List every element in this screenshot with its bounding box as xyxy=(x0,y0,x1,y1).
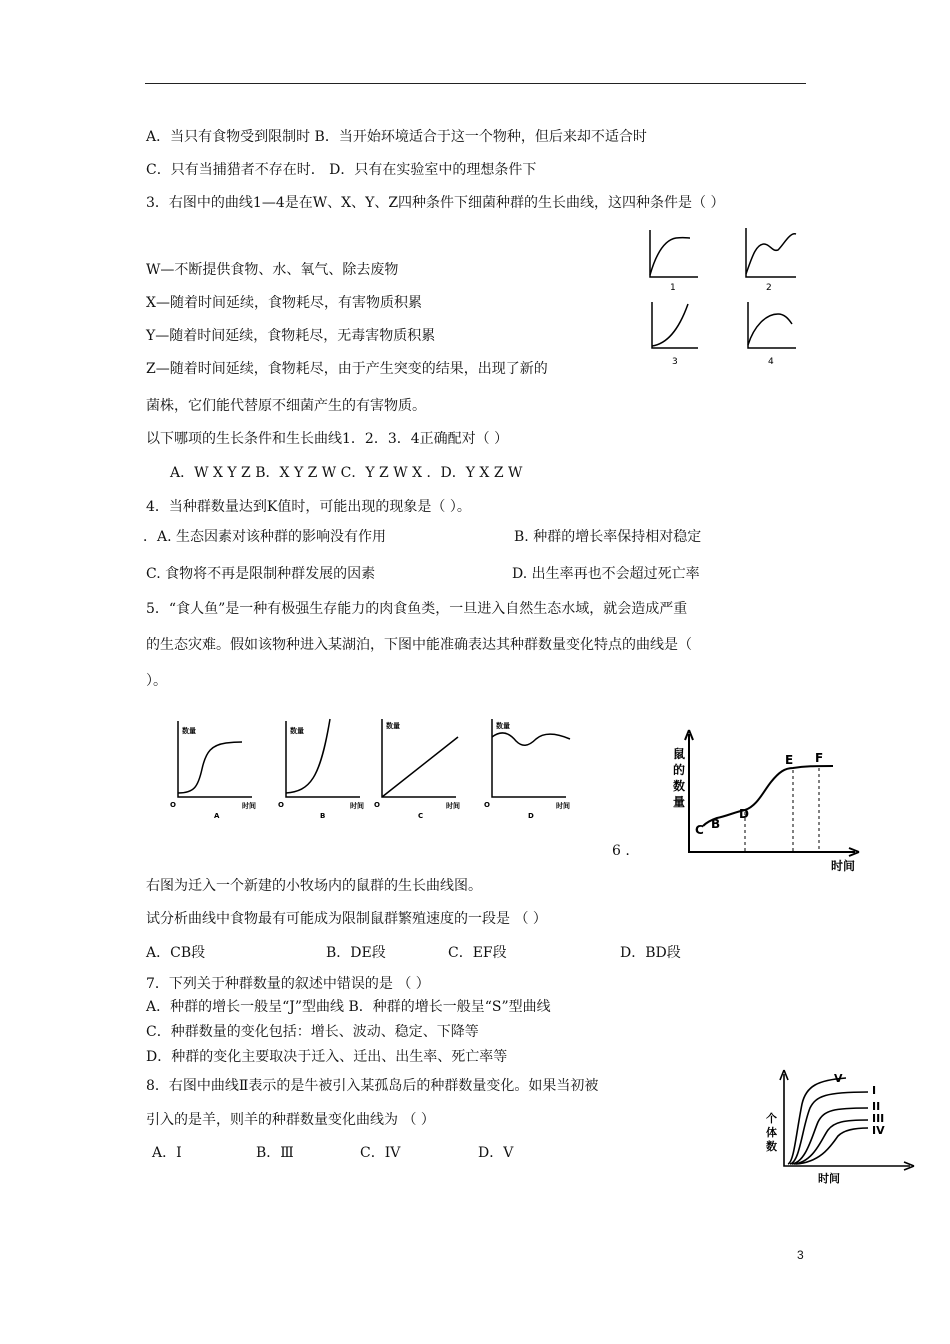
q5-c-origin: O xyxy=(374,801,380,809)
q5-b-ylabel: 数量 xyxy=(290,727,304,735)
q8-line2: 引入的是羊，则羊的种群数量变化曲线为 （ ） xyxy=(146,1112,435,1128)
q6-axes xyxy=(689,734,855,852)
q6-point-d: D xyxy=(739,807,749,821)
q3-condition-w: W—不断提供食物、水、氧气、除去废物 xyxy=(146,262,399,278)
q5-b-xlabel: 时间 xyxy=(350,802,364,810)
q2-options-ab: A．当只有食物受到限制时 B．当开始环境适合于这一个物种，但后来却不适合时 xyxy=(146,129,647,145)
q8-label-i: I xyxy=(872,1084,877,1097)
q6-ylabel-2: 的 xyxy=(673,763,686,777)
q5-b-origin: O xyxy=(278,801,284,809)
q4-option-d: D. 出生率再也不会超过死亡率 xyxy=(512,566,700,582)
q4-option-c: C. 食物将不再是限制种群发展的因素 xyxy=(146,566,376,582)
q4-option-b: B. 种群的增长率保持相对稳定 xyxy=(514,529,702,545)
q5-c-xlabel: 时间 xyxy=(446,802,460,810)
q8-option-d: D．V xyxy=(478,1145,514,1161)
q6-ylabel-4: 量 xyxy=(673,795,686,809)
q6-ylabel-1: 鼠 xyxy=(673,747,686,761)
q6-xlabel: 时间 xyxy=(831,859,856,873)
q8-xlabel: 时间 xyxy=(818,1172,840,1185)
q8-option-b: B．Ⅲ xyxy=(256,1145,294,1161)
q6-point-e: E xyxy=(785,753,794,767)
q5-figure-population-curves xyxy=(160,715,590,825)
q8-curve-ii xyxy=(792,1108,868,1164)
q3-panel-3-curve xyxy=(652,304,688,346)
q3-panel-1-label: 1 xyxy=(670,283,676,293)
q6-option-c: C．EF段 xyxy=(448,945,507,961)
header-rule xyxy=(145,83,806,84)
q8-label-iii: III xyxy=(872,1112,885,1125)
q3-stem: 3．右图中的曲线1—4是在W、X、Y、Z四种条件下细菌种群的生长曲线，这四种条件是（ ） xyxy=(146,195,725,211)
q3-condition-y: Y—随着时间延续，食物耗尽，无毒害物质积累 xyxy=(146,328,436,344)
q8-curve-v xyxy=(788,1078,846,1164)
q5-line2: 的生态灾难。假如该物种进入某湖泊，下图中能准确表达其种群数量变化特点的曲线是（ xyxy=(146,637,692,653)
q5-d-xlabel: 时间 xyxy=(556,802,570,810)
q5-panel-a-curve xyxy=(178,742,242,793)
q3-panel-2-curve xyxy=(746,234,796,274)
q8-axes xyxy=(784,1074,910,1166)
q8-figure-island-population xyxy=(760,1068,925,1186)
q8-option-c: C．IV xyxy=(360,1145,401,1161)
q6-line1: 右图为迁入一个新建的小牧场内的鼠群的生长曲线图。 xyxy=(146,878,482,894)
q6-point-f: F xyxy=(815,751,824,765)
q3-panel-3-axes xyxy=(652,302,698,348)
q3-condition-z-line2: 菌株，它们能代替原不细菌产生的有害物质。 xyxy=(146,398,426,414)
q2-options-cd: C．只有当捕猎者不存在时． D．只有在实验室中的理想条件下 xyxy=(146,162,537,178)
q5-a-xlabel: 时间 xyxy=(242,802,256,810)
q5-a-origin: O xyxy=(170,801,176,809)
q5-a-ylabel: 数量 xyxy=(182,727,196,735)
q5-panel-d-label: D xyxy=(528,812,534,820)
q5-line3: ）。 xyxy=(146,673,167,689)
q8-ylabel-1: 个 xyxy=(766,1112,777,1125)
q5-line1: 5．“食人鱼”是一种有极强生存能力的肉食鱼类，一旦进入自然生态水域，就会造成严重 xyxy=(146,601,688,617)
q3-panel-1-axes xyxy=(650,230,698,277)
q5-c-ylabel: 数量 xyxy=(386,722,400,730)
q5-panel-c-axes xyxy=(382,719,456,797)
q4-option-a: ．A. 生态因素对该种群的影响没有作用 xyxy=(143,529,387,545)
q8-label-ii: II xyxy=(872,1100,881,1113)
q3-panel-4-label: 4 xyxy=(768,357,774,367)
q8-ylabel-3: 数 xyxy=(766,1140,777,1153)
q6-point-c: C xyxy=(695,823,704,837)
q3-panel-3-label: 3 xyxy=(672,357,678,367)
q7-option-c: C．种群数量的变化包括：增长、波动、稳定、下降等 xyxy=(146,1024,479,1040)
q5-panel-d-axes xyxy=(492,719,566,797)
q6-number: 6 . xyxy=(612,843,630,859)
q3-panel-4-axes xyxy=(748,302,796,348)
q6-option-d: D．BD段 xyxy=(620,945,681,961)
q6-option-b: B．DE段 xyxy=(326,945,386,961)
q3-figure-bacteria-curves xyxy=(640,222,810,372)
q8-label-v: V xyxy=(834,1072,843,1085)
q6-ylabel-3: 数 xyxy=(673,779,686,793)
q8-ylabel-2: 体 xyxy=(766,1126,777,1139)
q6-point-b: B xyxy=(711,817,721,831)
page-number: 3 xyxy=(797,1248,804,1262)
q8-line1: 8．右图中曲线Ⅱ表示的是牛被引入某孤岛后的种群数量变化。如果当初被 xyxy=(146,1078,599,1094)
q6-figure-mouse-growth xyxy=(665,728,865,873)
q5-d-origin: O xyxy=(484,801,490,809)
q3-panel-2-label: 2 xyxy=(766,283,772,293)
q5-panel-c-label: C xyxy=(418,812,424,820)
q3-panel-4-curve xyxy=(748,314,792,345)
q7-options-ab: A．种群的增长一般呈“J”型曲线 B．种群的增长一般呈“S”型曲线 xyxy=(146,999,551,1015)
q3-condition-z-line1: Z—随着时间延续，食物耗尽，由于产生突变的结果，出现了新的 xyxy=(146,361,548,377)
q6-option-a: A．CB段 xyxy=(146,945,206,961)
q8-label-iv: IV xyxy=(872,1124,885,1137)
q3-question: 以下哪项的生长条件和生长曲线1．2．3．4正确配对（ ） xyxy=(146,431,509,447)
q3-options: A．W X Y Z B．X Y Z W C．Y Z W X ．D．Y X Z W xyxy=(170,465,523,481)
q4-stem: 4．当种群数量达到K值时，可能出现的现象是（ ）。 xyxy=(146,499,471,515)
q5-panel-d-curve xyxy=(492,733,570,745)
q3-panel-1-curve xyxy=(650,238,690,275)
q5-d-ylabel: 数量 xyxy=(496,722,510,730)
q8-option-a: A．I xyxy=(152,1145,182,1161)
q7-option-d: D．种群的变化主要取决于迁入、迁出、出生率、死亡率等 xyxy=(146,1049,508,1065)
q6-line2: 试分析曲线中食物最有可能成为限制鼠群繁殖速度的一段是 （ ） xyxy=(146,911,547,927)
q5-panel-c-curve xyxy=(382,737,458,797)
q7-stem: 7．下列关于种群数量的叙述中错误的是 （ ） xyxy=(146,976,430,992)
q5-panel-b-label: B xyxy=(320,812,326,820)
q3-condition-x: X—随着时间延续，食物耗尽，有害物质积累 xyxy=(146,295,422,311)
q5-panel-a-label: A xyxy=(214,812,220,820)
q6-curve xyxy=(703,766,833,826)
